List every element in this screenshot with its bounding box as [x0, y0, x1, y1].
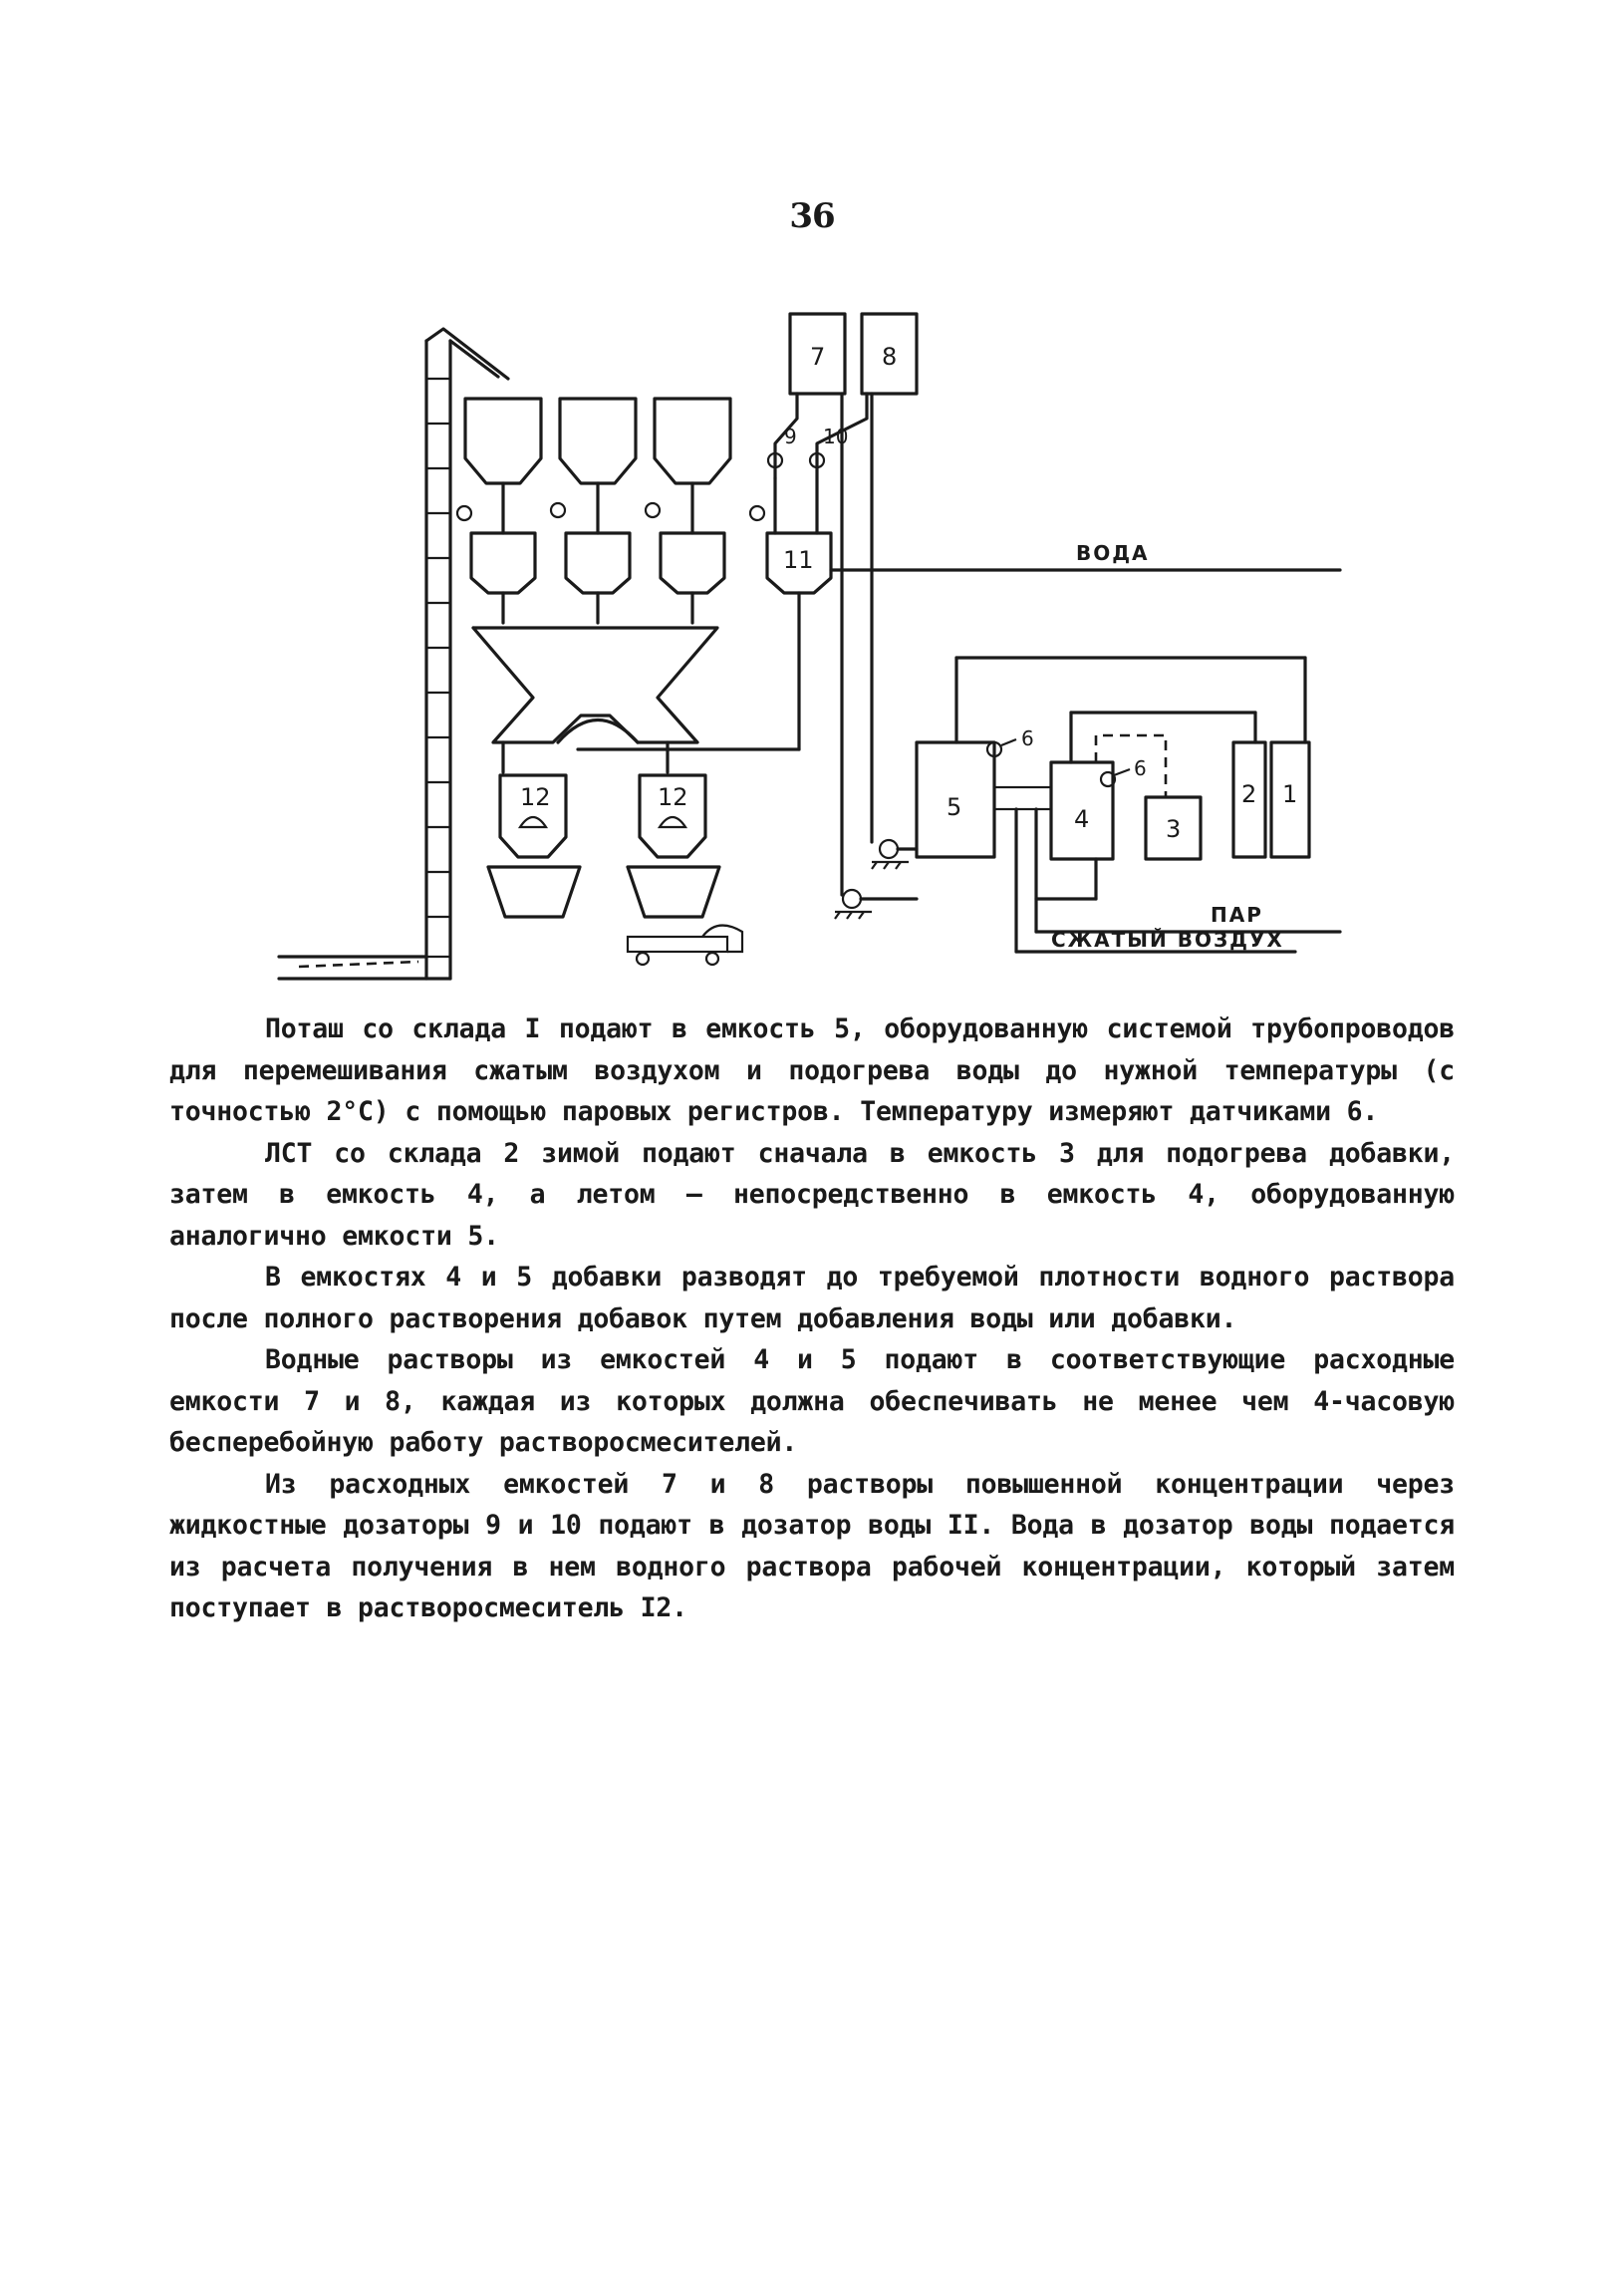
doser-9-label: 9 [784, 425, 797, 448]
sensor-6a-label: 6 [1021, 726, 1034, 750]
tank-3-label: 3 [1166, 815, 1182, 843]
process-flow-diagram [0, 0, 1624, 997]
body-text [169, 1008, 1455, 1629]
paragraph-3: В емкостях 4 и 5 добавки разводят до требуемой плотности водного раствора после полного растворения добавок путем добавления воды или добавки. [169, 1262, 1455, 1334]
paragraph-1: Поташ со склада I подают в емкость 5, оборудованную системой трубопроводов для перемешивания сжатым воздухом и подогрева воды до нужной температуры (с точностью 2°С) с помощью паровых регистров. Температуру измеряют датчиками 6. [169, 1013, 1455, 1127]
compressed-air-label: СЖАТЫЙ ВОЗДУХ [1051, 928, 1284, 952]
mixer-12a-label: 12 [520, 783, 551, 811]
tank-5 [917, 658, 1305, 857]
store-2-label: 2 [1241, 780, 1257, 808]
water-doser-11-label: 11 [783, 546, 814, 574]
tanks-7-8 [768, 314, 917, 895]
page-number: 36 [789, 196, 835, 236]
sensor-6b-label: 6 [1134, 756, 1147, 780]
paragraph-4: Водные растворы из емкостей 4 и 5 подают в соответствующие расходные емкости 7 и 8, каждая из которых должна обеспечивать не менее чем 4-часовую бесперебойную работу растворосмесителей. [169, 1344, 1455, 1458]
water-label: ВОДА [1076, 541, 1150, 565]
doser-10-label: 10 [823, 425, 849, 448]
dosing-hoppers [457, 503, 724, 623]
store-1-label: 1 [1282, 780, 1298, 808]
tank-5-label: 5 [947, 793, 962, 821]
tank-4-label: 4 [1074, 805, 1090, 833]
tank-8-label: 8 [882, 343, 898, 371]
tank-7-label: 7 [810, 343, 826, 371]
mixer-12b-label: 12 [658, 783, 688, 811]
paragraph-5: Из расходных емкостей 7 и 8 растворы повышенной концентрации через жидкостные дозаторы 9 и 10 подают в дозатор воды II. Вода в дозатор воды подается из расчета получения в нем водного раствора рабочей концентрации, который затем поступает в растворосмеситель I2. [169, 1468, 1455, 1623]
paragraph-2: ЛСТ со склада 2 зимой подают сначала в емкость 3 для подогрева добавки, затем в емкость 4, а летом – непосредственно в емкость 4, оборудованную аналогично емкости 5. [169, 1137, 1455, 1252]
collecting-hopper [473, 628, 717, 742]
steam-label: ПАР [1211, 903, 1263, 927]
stores-1-2 [1233, 742, 1309, 857]
top-silos [465, 399, 730, 533]
bucket-elevator [279, 329, 508, 979]
pumps [835, 840, 917, 919]
mixers-12 [488, 742, 742, 965]
